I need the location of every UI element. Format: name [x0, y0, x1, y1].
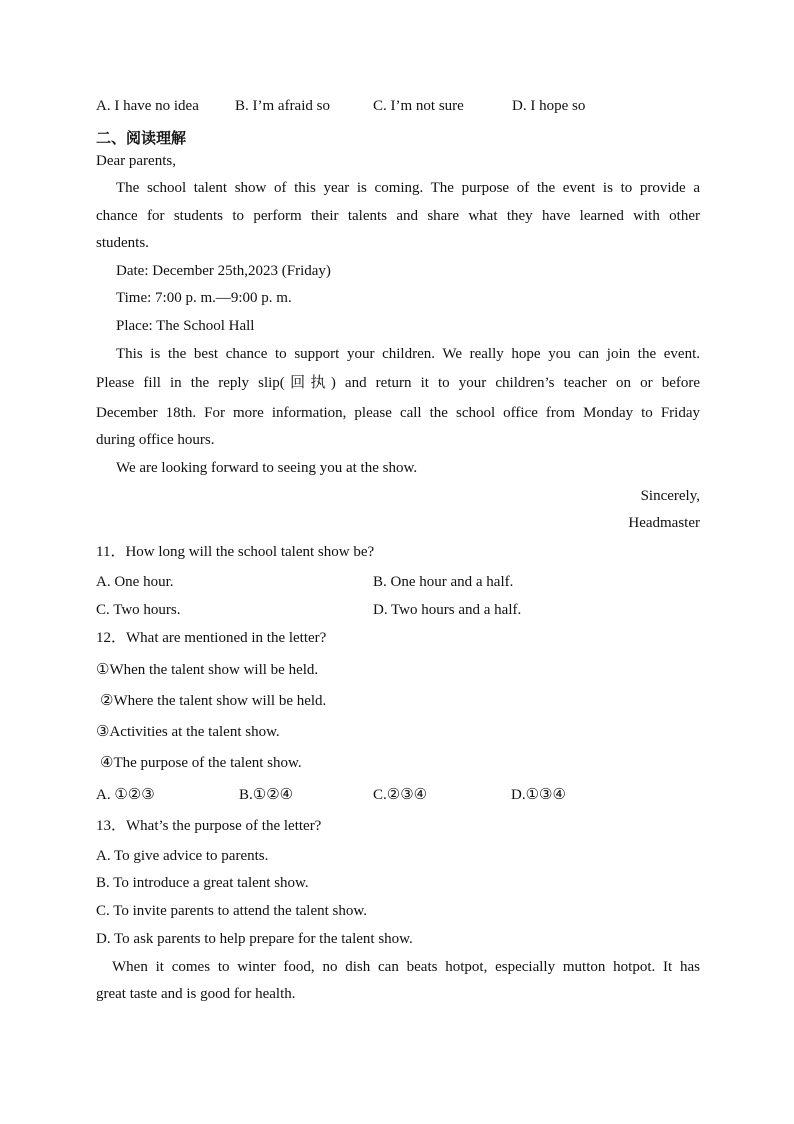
prev-option-a: A. I have no idea — [96, 98, 199, 114]
question-12-option-b: B.①②④ — [239, 787, 294, 803]
question-13-option-b: B. To introduce a great talent show. — [96, 875, 309, 891]
letter-paragraph-2-line-3: December 18th. For more information, please call the school office from Monday to Friday — [96, 405, 700, 421]
letter-time: Time: 7:00 p. m.—9:00 p. m. — [116, 290, 292, 306]
prev-option-b: B. I’m afraid so — [235, 98, 330, 114]
question-13-option-d: D. To ask parents to help prepare for the talent show. — [96, 931, 413, 947]
question-13-option-c: C. To invite parents to attend the talent show. — [96, 903, 367, 919]
question-13-stem: 13．What’s the purpose of the letter? — [96, 818, 322, 834]
letter-closing: Sincerely, — [640, 488, 700, 504]
letter-paragraph-1-line-2: chance for students to perform their talents and share what they have learned with other — [96, 208, 700, 224]
letter-greeting: Dear parents, — [96, 153, 176, 169]
letter-signature: Headmaster — [628, 515, 700, 531]
question-13-option-a: A. To give advice to parents. — [96, 848, 269, 864]
section-title: 二、阅读理解 — [96, 129, 187, 147]
question-12-option-c: C.②③④ — [373, 787, 428, 803]
question-12-stem: 12．What are mentioned in the letter? — [96, 630, 327, 646]
question-12-option-d: D.①③④ — [511, 787, 566, 803]
question-12-item-2: ②Where the talent show will be held. — [100, 693, 327, 709]
letter-place: Place: The School Hall — [116, 318, 255, 334]
letter-paragraph-1-line-1: The school talent show of this year is coming. The purpose of the event is to provide a — [116, 180, 700, 196]
letter-paragraph-1-line-3: students. — [96, 235, 149, 251]
question-11-option-b: B. One hour and a half. — [373, 574, 514, 590]
question-12-option-a: A. ①②③ — [96, 787, 155, 803]
question-12-item-1: ①When the talent show will be held. — [96, 662, 319, 678]
letter-paragraph-3: We are looking forward to seeing you at the show. — [116, 460, 418, 476]
prev-option-c: C. I’m not sure — [373, 98, 464, 114]
question-12-item-4: ④The purpose of the talent show. — [100, 755, 302, 771]
letter-date: Date: December 25th,2023 (Friday) — [116, 263, 331, 279]
question-12-item-3: ③Activities at the talent show. — [96, 724, 280, 740]
question-11-option-d: D. Two hours and a half. — [373, 602, 522, 618]
question-11-stem: 11．How long will the school talent show be? — [96, 544, 375, 560]
letter-paragraph-2-line-1: This is the best chance to support your children. We really hope you can join the event. — [116, 346, 700, 362]
next-passage-line-2: great taste and is good for health. — [96, 986, 296, 1002]
prev-option-d: D. I hope so — [512, 98, 586, 114]
question-11-option-c: C. Two hours. — [96, 602, 181, 618]
question-11-option-a: A. One hour. — [96, 574, 174, 590]
next-passage-line-1: When it comes to winter food, no dish can beats hotpot, especially mutton hotpot. It has — [112, 959, 700, 975]
letter-paragraph-2-line-2: Please fill in the reply slip(回执) and return it to your children’s teacher on or before — [96, 375, 700, 391]
letter-paragraph-2-line-4: during office hours. — [96, 432, 215, 448]
